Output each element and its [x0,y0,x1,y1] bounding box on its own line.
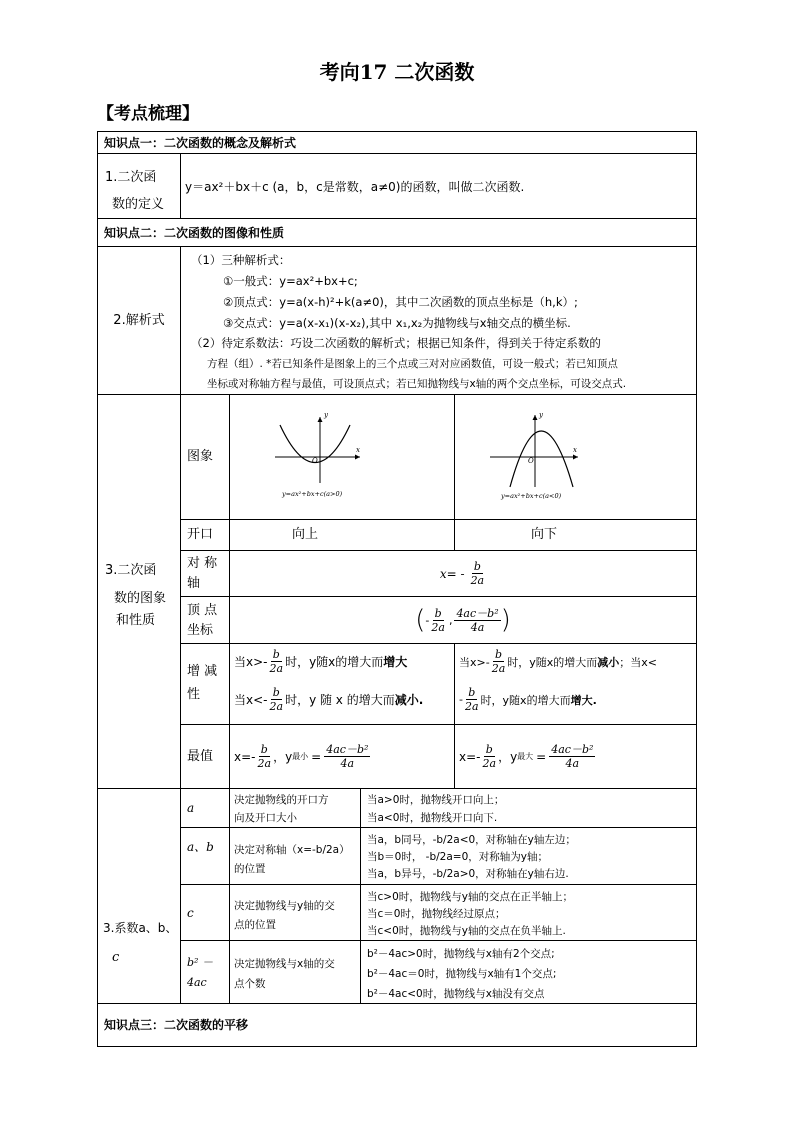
coef-cases-disc-3: b²－4ac<0时，抛物线与x轴没有交点 [367,988,545,1000]
vertex-frac-y-num: 4ac－b² [456,606,499,620]
mono-left-2a: 当x<- [234,693,268,707]
mono-right-frac-1 [490,648,508,675]
mono-left-1a: 当x>- [234,655,268,669]
extreme-max-eq: = [536,749,547,764]
coef-desc-disc [229,940,361,1004]
extreme-max-frac-y-num: 4ac－b² [551,743,594,756]
extreme-min-frac-x [256,743,274,770]
graph-downward-cell [454,394,697,520]
coef-cases-c-3: 当c<0时，抛物线与y轴的交点在负半轴上. [367,925,566,937]
mono-right-frac-2-num: b [468,686,476,699]
axis-formula-lhs: x= - [439,566,465,581]
mono-right-1b: 时，y随x的增大而 [507,655,598,669]
extreme-min-frac-y-den: 4a [340,757,355,770]
row-label-opening [180,519,230,551]
analytic-label: 2.解析式 [113,312,165,328]
graph-upward-caption: y=ax²+bx+c(a>0) [282,490,343,498]
mono-left-frac-1 [268,648,286,675]
definition-label-line1: 1.二次函 [105,170,157,185]
vertex-frac-y [454,607,500,634]
axis-x-label-left: x [356,446,360,454]
coef-desc-ab-2: 的位置 [234,863,266,875]
coef-desc-c-2: 点的位置 [234,919,276,931]
coef-cases-ab-3: 当a，b异号，-b/2a>0，对称轴在y轴右边. [367,868,569,880]
origin-label-left: O [312,457,318,465]
analytic-line-1: （1）三种解析式： [191,253,291,267]
coef-desc-a-2: 向及开口大小 [234,812,297,824]
axis-y-label-left: y [324,411,328,419]
opening-up-text: 向上 [292,527,319,542]
analytic-line-5: （2）待定系数法：巧设二次函数的解析式；根据已知条件，得到关于待定系数的 [191,336,601,350]
mono-left-frac-2-den: 2a [269,700,284,713]
graph-label-line2: 数的图象 [114,591,167,606]
extreme-max-frac-y-den: 4a [565,757,580,770]
coef-desc-ab [229,827,361,885]
mono-left-cell [229,643,455,725]
mono-right-1d: ；当x< [619,655,658,669]
coef-sym-disc-1: b² － [187,956,213,969]
analytic-line-4: ③交点式：y=a(x-x₁)(x-x₂),其中 x₁,x₂为抛物线与x轴交点的横坐标. [223,316,571,330]
mono-right-1c: 减小 [597,655,620,669]
vertex-formula-cell: ( - $\frac{b}{2a}$ , $\frac{\text{4ac－b²}}{4a}$ ) [229,596,697,644]
extreme-min-eq: = [311,749,322,764]
mono-left-2c: 减小. [394,693,424,707]
extreme-max-frac-x-den: 2a [482,757,497,770]
extreme-min-cell [229,724,455,789]
opening-up-cell [229,519,455,551]
coef-sym-c-text: c [187,906,194,920]
row-label-vertex [180,596,230,644]
coef-sym-ab-text: a、b [187,840,214,854]
coef-sym-a-text: a [187,801,195,815]
extreme-max-frac-y [549,743,595,770]
mono-left-2b: 时，y 随 x 的增大而 [285,693,395,707]
analytic-line-7: 坐标或对称轴方程与最值，可设顶点式；若已知抛物线与x轴的两个交点坐标，可设交点式. [207,378,627,390]
mono-left-frac-2 [268,686,286,713]
origin-label-right: O [528,457,534,465]
coef-label-line2: c [112,950,120,965]
mono-right-2b: 时，y随x的增大而 [480,693,571,707]
coef-cases-ab-2: 当b＝0时， -b/2a=0，对称轴为y轴； [367,851,548,863]
page-title: 考向17 二次函数 [319,60,475,84]
extreme-max-a: x=- [459,749,481,764]
row-label-image-text: 图象 [187,449,214,464]
row-label-axis-line2: 轴 [187,576,201,591]
vertex-frac-x-den: 2a [431,620,445,634]
extreme-max-b: ，y [498,750,518,764]
axis-fraction [469,560,487,587]
extreme-min-frac-x-den: 2a [257,757,272,770]
coef-desc-ab-1: 决定对称轴（x=-b/2a） [234,844,350,856]
coef-desc-disc-2: 点个数 [234,978,266,990]
coef-label-line1: 3.系数a、b、 [103,921,178,935]
coef-cases-disc [360,940,697,1004]
extreme-max-sub: 最大 [517,752,534,761]
row-label-opening-text: 开口 [187,527,214,542]
extreme-min-frac-y [324,743,370,770]
axis-x-label-right: x [573,446,577,454]
graph-label-cell [97,394,181,789]
coef-cases-ab [360,827,697,885]
mono-left-1b: 时，y随x的增大而 [285,655,384,669]
opening-down-text: 向下 [531,527,558,542]
graph-upward-cell [229,394,455,520]
vertex-frac-y-den: 4a [470,620,485,634]
mono-right-2a: - [459,693,463,706]
mono-right-1a: 当x>- [459,655,490,669]
analytic-line-3: ②顶点式：y=a(x-h)²+k(a≠0)，其中二次函数的顶点坐标是（h,k）; [223,295,578,309]
coef-label-cell [97,788,181,1004]
mono-right-2c: 增大. [570,693,597,707]
coef-desc-a [229,788,361,828]
row-label-monotonic [180,643,230,725]
row-label-extreme [180,724,230,789]
extreme-min-sub: 最小 [292,752,309,761]
coef-cases-disc-1: b²－4ac>0时，抛物线与x轴有2个交点; [367,948,555,960]
row-label-axis [180,550,230,597]
axis-frac-num: b [473,560,481,573]
axis-formula-cell [229,550,697,597]
mono-right-frac-2-den: 2a [464,700,479,713]
axis-frac-den: 2a [470,574,485,587]
extreme-max-cell [454,724,697,789]
graph-label-line3: 和性质 [116,613,156,628]
mono-left-frac-1-num: b [272,648,280,661]
coef-desc-disc-1: 决定抛物线与x轴的交 [234,958,335,970]
extreme-min-frac-y-num: 4ac－b² [326,743,369,756]
analytic-content-cell [180,246,697,395]
definition-label-line2: 数的定义 [112,197,165,212]
graph-downward-parabola [455,395,696,519]
analytic-label-cell [97,246,181,395]
coef-cases-c [360,884,697,941]
extreme-max-frac-x [481,743,499,770]
graph-downward-caption: y=ax²+bx+c(a<0) [501,492,562,500]
coef-sym-a [180,788,230,828]
kp3-header: 知识点三：二次函数的平移 [97,1003,697,1047]
coef-cases-a [360,788,697,828]
coef-cases-disc-2: b²－4ac＝0时，抛物线与x轴有1个交点; [367,968,557,980]
graph-label-line1: 3.二次函 [105,563,157,578]
coef-sym-disc-2: 4ac [187,976,207,989]
definition-text-cell [180,153,697,219]
kp1-header: 知识点一：二次函数的概念及解析式 [97,131,697,154]
coef-cases-a-2: 当a<0时，抛物线开口向下. [367,812,498,824]
coef-cases-c-2: 当c＝0时，抛物线经过原点； [367,908,506,920]
row-label-mono-line1: 增 减 [187,664,218,679]
axis-y-label-right: y [539,411,543,419]
mono-right-frac-2 [463,686,481,713]
coef-sym-ab [180,827,230,885]
graph-upward-parabola [230,395,454,519]
coef-desc-a-1: 决定抛物线的开口方 [234,794,329,806]
coef-sym-c [180,884,230,941]
vertex-frac-x [429,607,447,634]
kp2-header: 知识点二：二次函数的图像和性质 [97,218,697,247]
coef-cases-ab-1: 当a，b同号，-b/2a<0，对称轴在y轴左边； [367,834,576,846]
mono-left-frac-2-num: b [272,686,280,699]
opening-down-cell [454,519,697,551]
row-label-extreme-text: 最值 [187,748,214,764]
definition-text: y＝ax²＋bx＋c (a，b，c是常数，a≠0)的函数，叫做二次函数. [185,179,525,194]
mono-left-frac-1-den: 2a [269,662,284,675]
mono-left-1c: 增大 [383,655,408,669]
row-label-mono-line2: 性 [187,687,201,702]
row-label-image [180,394,230,520]
mono-right-frac-1-num: b [494,648,502,661]
mono-right-cell [454,643,697,725]
extreme-min-b: ，y [273,750,293,764]
coef-cases-c-1: 当c>0时，抛物线与y轴的交点在正半轴上； [367,891,573,903]
analytic-line-2: ①一般式：y=ax²+bx+c; [223,274,358,288]
extreme-min-a: x=- [234,749,256,764]
row-label-axis-line1: 对 称 [187,556,218,571]
section-heading: 【考点梳理】 [97,104,199,124]
coef-sym-disc [180,940,230,1004]
coef-desc-c-1: 决定抛物线与y轴的交 [234,900,335,912]
extreme-min-frac-x-num: b [260,743,268,756]
analytic-line-6: 方程（组）. *若已知条件是图象上的三个点或三对对应函数值，可设一般式；若已知顶点 [207,358,618,370]
extreme-max-frac-x-num: b [485,743,493,756]
definition-label-cell [97,153,181,219]
coef-cases-a-1: 当a>0时，抛物线开口向上； [367,794,505,806]
coef-desc-c [229,884,361,941]
mono-right-frac-1-den: 2a [491,662,506,675]
row-label-vertex-line2: 坐标 [187,623,214,638]
row-label-vertex-line1: 顶 点 [187,603,218,618]
vertex-frac-x-num: b [434,606,442,620]
